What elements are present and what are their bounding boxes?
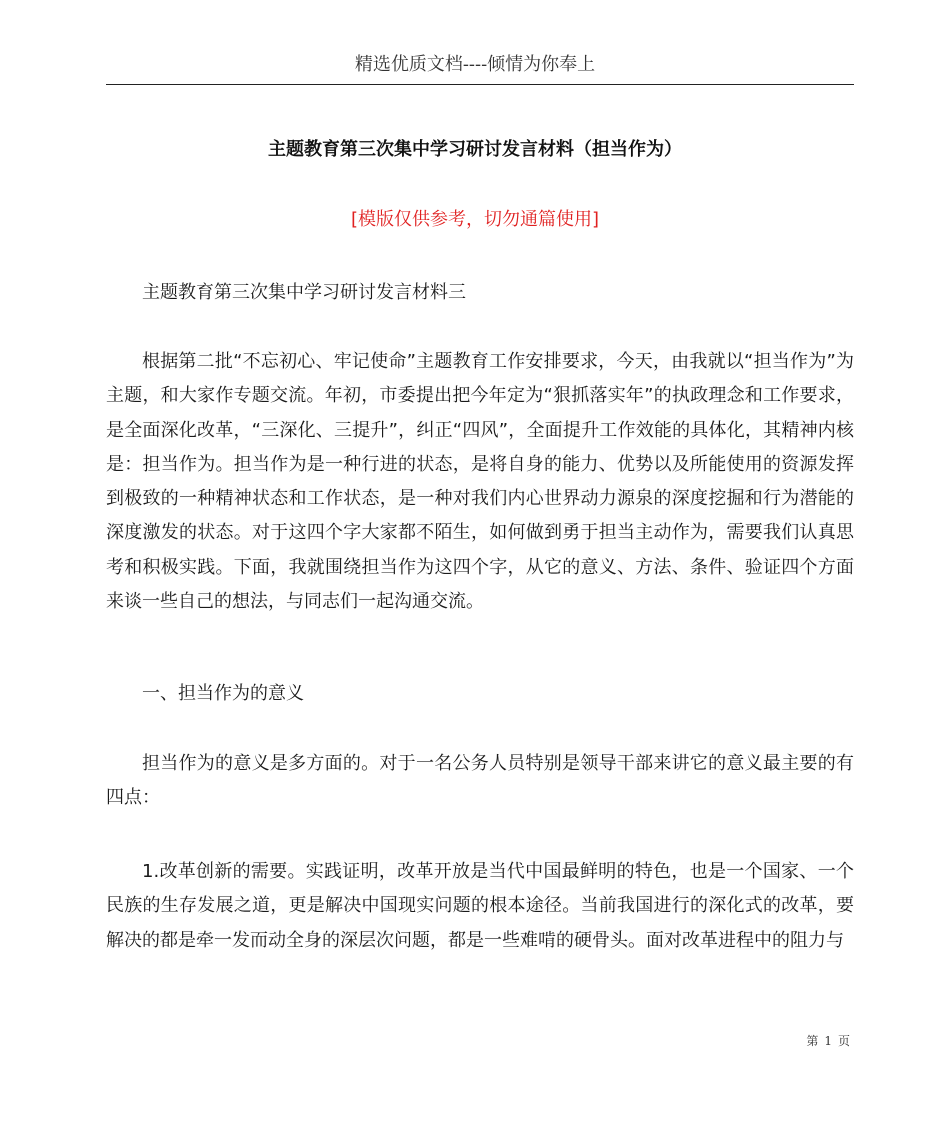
paragraph-intro: 根据第二批“不忘初心、牢记使命”主题教育工作安排要求，今天，由我就以“担当作为”为主题，和大家作专题交流。年初，市委提出把今年定为“狠抓落实年”的执政理念和工作要求，是全面深化改革，“三深化、三提升”，纠正“四风”，全面提升工作效能的具体化，其精神内核是：担当作为。担当作为是一种行进的状态，是将自身的能力、优势以及所能使用的资源发挥到极致的一种精神状态和工作状态，是一种对我们内心世界动力源泉的深度挖掘和行为潜能的深度激发的状态。对于这四个字大家都不陌生，如何做到勇于担当主动作为，需要我们认真思考和积极实践。下面，我就围绕担当作为这四个字，从它的意义、方法、条件、验证四个方面来谈一些自己的想法，与同志们一起沟通交流。: [106, 351, 854, 613]
footer-suffix: 页: [837, 1034, 850, 1048]
paragraph-subtitle: 主题教育第三次集中学习研讨发言材料三: [142, 282, 466, 303]
template-note: [模版仅供参考，切勿通篇使用]: [350, 209, 600, 230]
paragraph-point-1: 1.改革创新的需要。实践证明，改革开放是当代中国最鲜明的特色，也是一个国家、一个民族的生存发展之道，更是解决中国现实问题的根本途径。当前我国进行的深化式的改革，要解决的都是牵一发而动全身的深层次问题，都是一些难啃的硬骨头。面对改革进程中的阻力与: [106, 861, 854, 951]
section-heading: 一、担当作为的意义: [142, 683, 304, 704]
page-header: 精选优质文档----倾情为你奉上: [354, 54, 596, 75]
page-number: 1: [824, 1034, 832, 1048]
header-divider: [106, 84, 854, 85]
footer-prefix: 第: [806, 1034, 819, 1048]
paragraph-meaning: 担当作为的意义是多方面的。对于一名公务人员特别是领导干部来讲它的意义最主要的有四点：: [106, 753, 854, 809]
document-title: 主题教育第三次集中学习研讨发言材料（担当作为）: [268, 139, 682, 160]
page-footer: [806, 1033, 850, 1049]
